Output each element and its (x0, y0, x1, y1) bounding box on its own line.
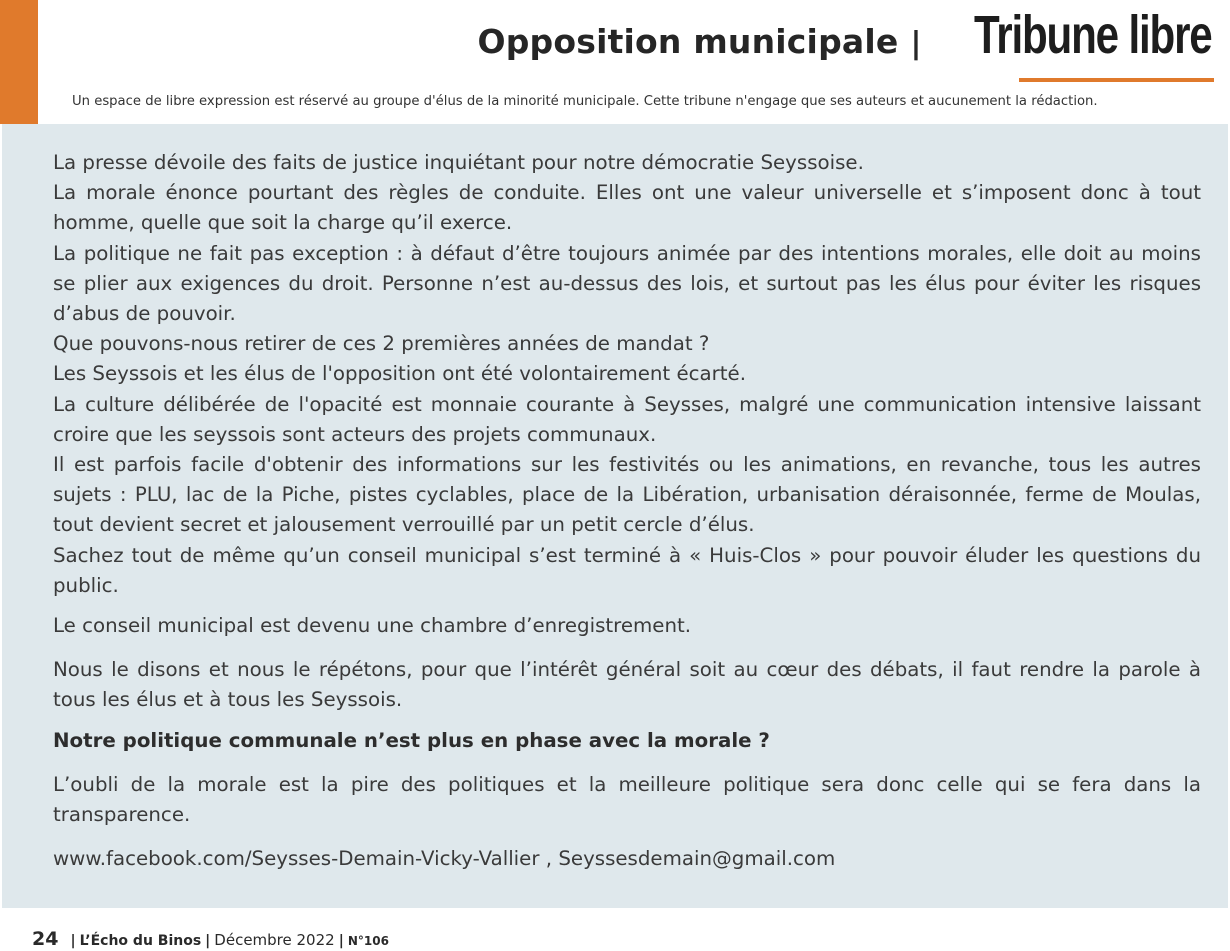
section-title: Opposition municipale (477, 22, 899, 61)
paragraph: Le conseil municipal est devenu une chambre d’enregistrement. (53, 614, 692, 638)
paragraph: La politique ne fait pas exception : à défaut d’être toujours animée par des intentions morales, elle doit au moins se plier aux exigences du droit. Personne n’est au-dessus des lois, et surtout pas les élus pour éviter les risques d’abus de pouvoir. (53, 241, 1201, 326)
title-underline (1019, 78, 1214, 82)
paragraph: Nous le disons et nous le répétons, pour que l’intérêt général soit au cœur des débats, il faut rendre la parole à tous les élus et à tous les Seyssois. (53, 658, 1201, 712)
page-footer (32, 928, 389, 950)
paragraph: La culture délibérée de l'opacité est monnaie courante à Seysses, malgré une communication intensive laissant croire que les seyssois sont acteurs des projets communaux. (53, 392, 1201, 446)
footer-separator: | (205, 933, 211, 949)
publication-date: Décembre 2022 (214, 931, 335, 949)
issue-number: N°106 (347, 934, 389, 948)
page-number: 24 (32, 928, 59, 950)
accent-bar (0, 0, 38, 124)
page-title (477, 4, 1212, 66)
publication-name: L’Écho du Binos (79, 933, 202, 949)
paragraph: L’oubli de la morale est la pire des politiques et la meilleure politique sera donc celle qui se fera dans la transparence. (53, 772, 1201, 827)
paragraph: Il est parfois facile d'obtenir des informations sur les festivités ou les animations, en revanche, tous les autres sujets : PLU, lac de la Piche, pistes cyclables, place de la Libération, urbanisation déraisonnée, ferme de Moulas, tout devient secret et jalousement verrouillé par un petit cercle d’élus. (53, 453, 1201, 537)
article-body (53, 148, 1201, 874)
title-separator: | (910, 26, 922, 61)
section-tag: Tribune libre (974, 5, 1212, 65)
paragraph: Que pouvons-nous retirer de ces 2 premières années de mandat ? (53, 332, 710, 356)
paragraph: La morale énonce pourtant des règles de conduite. Elles ont une valeur universelle et s’imposent donc à tout homme, quelle que soit la charge qu’il exerce. (53, 181, 1201, 235)
paragraph: La presse dévoile des faits de justice inquiétant pour notre démocratie Seyssoise. (53, 151, 864, 174)
footer-separator: | (338, 933, 344, 949)
paragraph: Les Seyssois et les élus de l'opposition ont été volontairement écarté. (53, 362, 746, 386)
footer-separator: | (70, 933, 76, 949)
paragraph: Sachez tout de même qu’un conseil municipal s’est terminé à « Huis-Clos » pour pouvoir éluder les questions du public. (53, 543, 1201, 597)
intro-text: Un espace de libre expression est réservé au groupe d'élus de la minorité municipale. Cette tribune n'engage que ses auteurs et aucunement la rédaction. (72, 94, 1098, 109)
paragraph-question: Notre politique communale n’est plus en phase avec la morale ? (53, 728, 770, 752)
contact-line: www.facebook.com/Seysses-Demain-Vicky-Vallier , Seyssesdemain@gmail.com (53, 847, 836, 871)
